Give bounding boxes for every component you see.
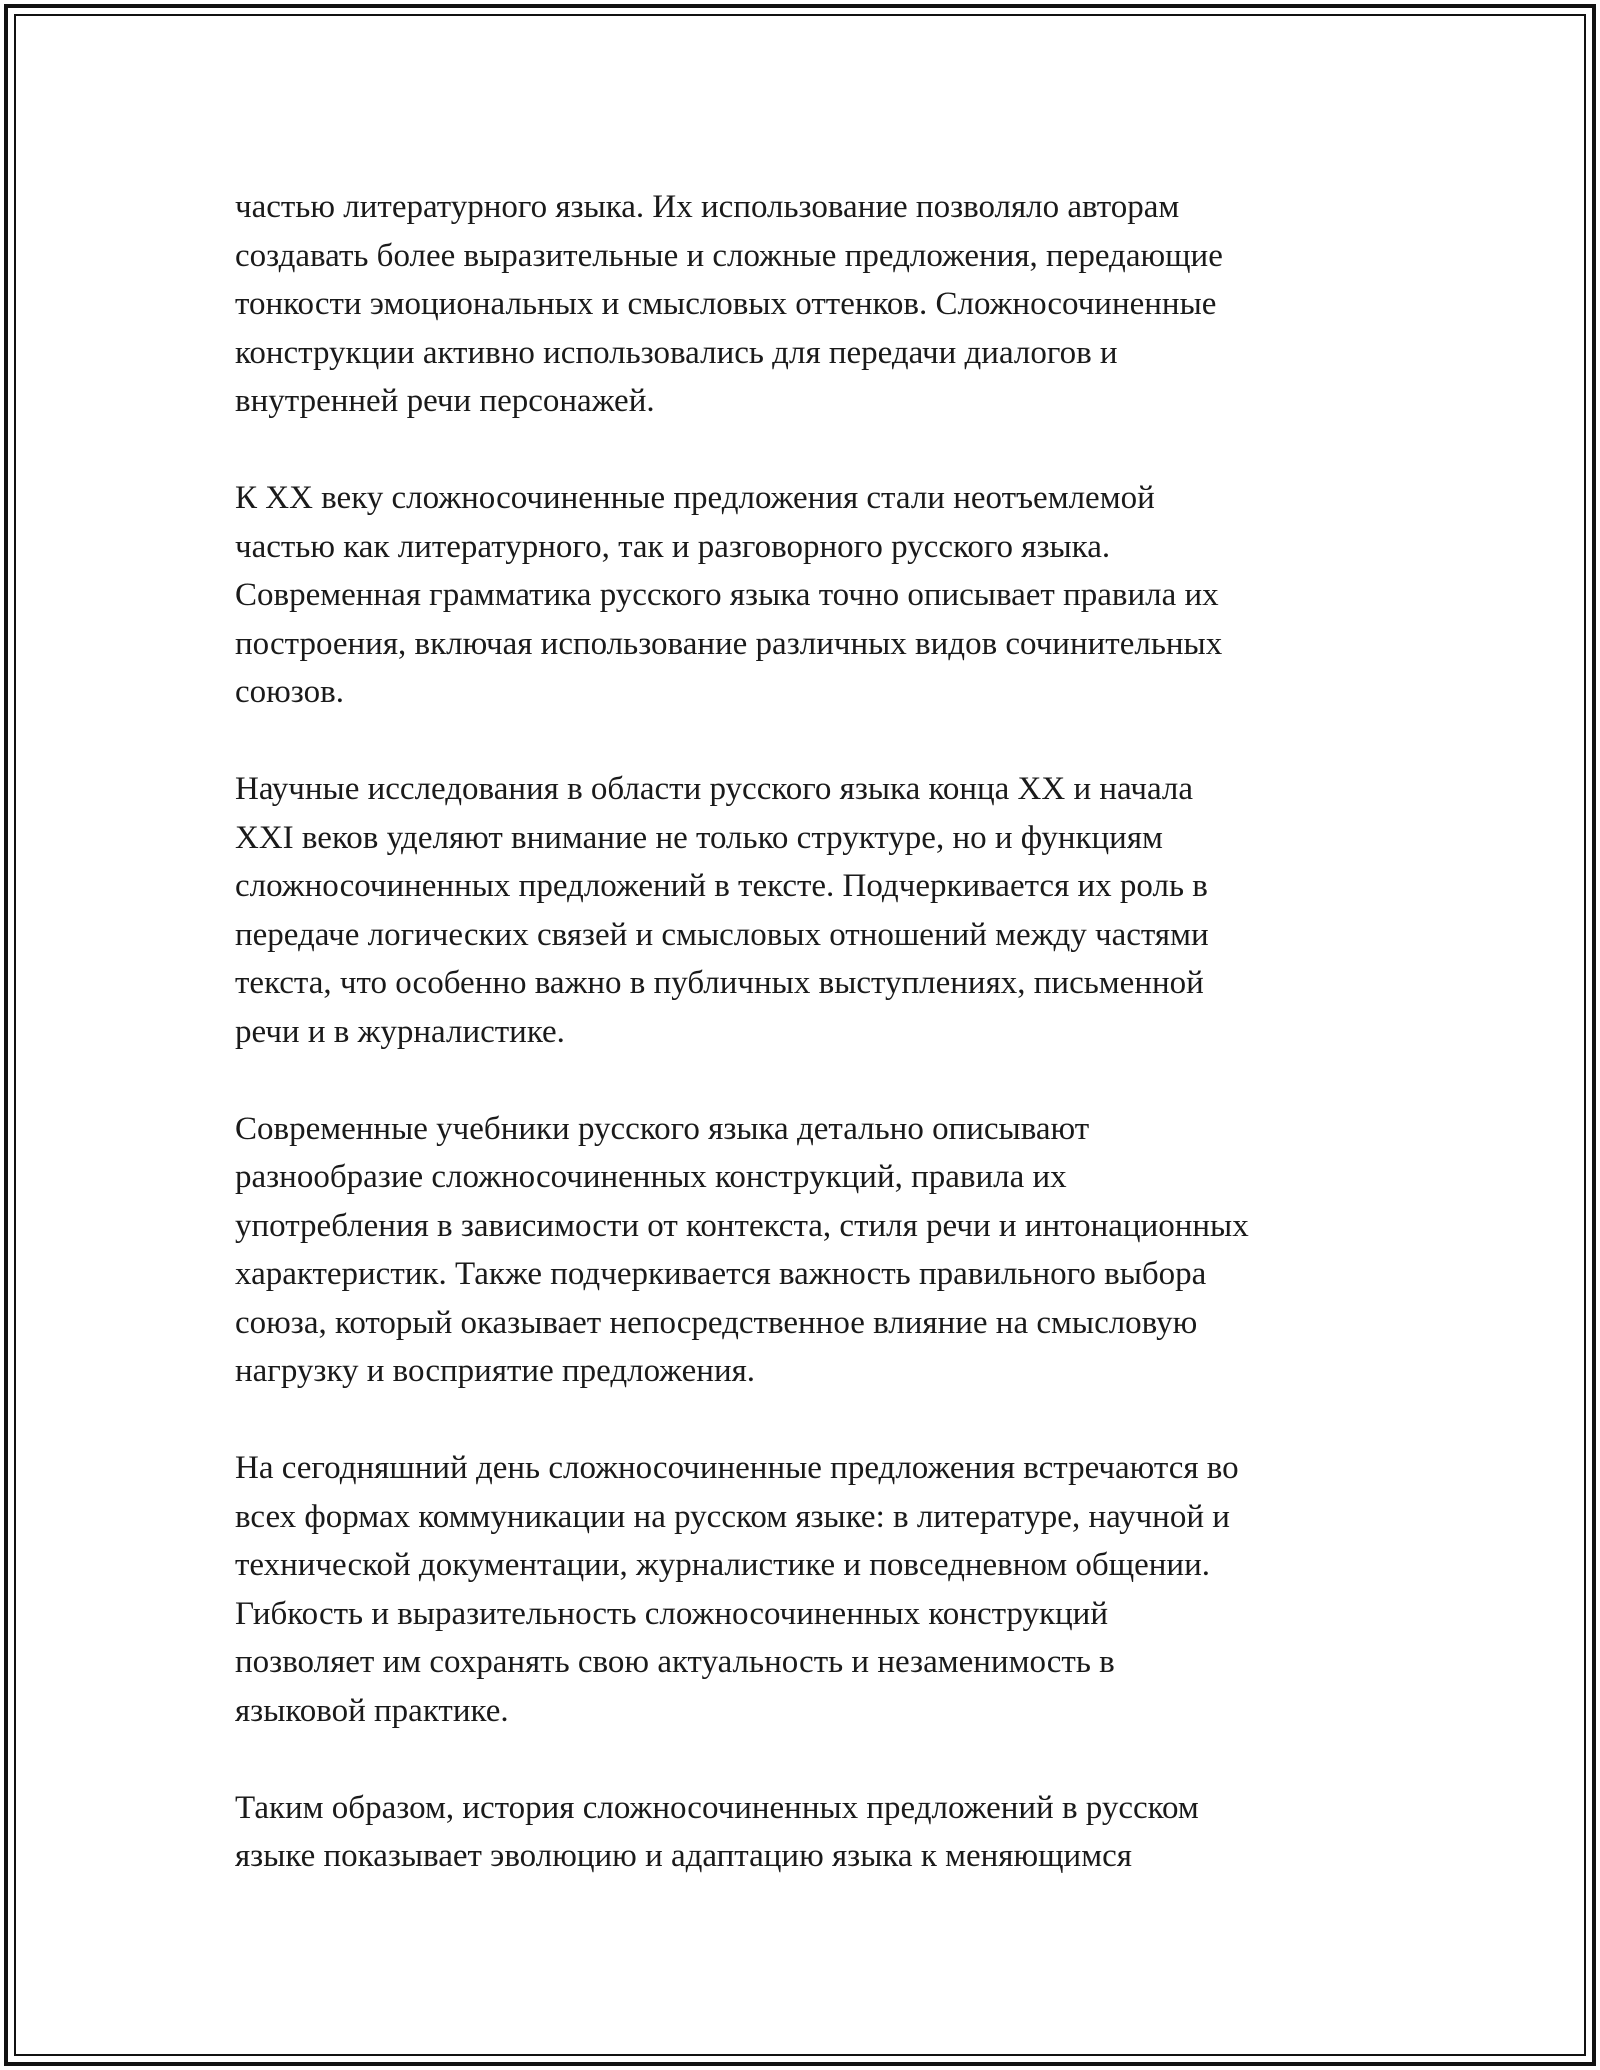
text-line: Современная грамматика русского языка точно описывает правила их (235, 577, 1219, 613)
paragraph-4 (235, 1105, 1385, 1396)
text-line: Таким образом, история сложносочиненных предложений в русском (235, 1789, 1199, 1826)
text-line: передаче логических связей и смысловых отношений между частями (235, 916, 1209, 953)
text-line: Научные исследования в области русского языка конца XX и начала (235, 771, 1194, 807)
text-line: союза, который оказывает непосредственное влияние на смысловую (235, 1304, 1198, 1341)
paragraph-2 (235, 474, 1385, 717)
text-line: союзов. (235, 674, 344, 710)
text-line: Гибкость и выразительность сложносочиненных конструкций (235, 1595, 1109, 1632)
text-line: тонкости эмоциональных и смысловых оттенков. Сложносочиненные (235, 286, 1217, 322)
paragraph-3 (235, 765, 1385, 1056)
text-line: На сегодняшний день сложносочиненные предложения встречаются во (235, 1450, 1239, 1486)
text-line: речи и в журналистике. (235, 1013, 565, 1050)
text-line: внутренней речи персонажей. (235, 383, 655, 419)
text-line: XXI веков уделяют внимание не только структуре, но и функциям (235, 819, 1163, 856)
text-line: языковой практике. (235, 1692, 509, 1729)
text-line: разнообразие сложносочиненных конструкций, правила их (235, 1159, 1067, 1195)
page-body (235, 183, 1385, 1929)
text-line: конструкции активно использовались для передачи диалогов и (235, 334, 1118, 371)
paragraph-1 (235, 183, 1385, 426)
text-line: позволяет им сохранять свою актуальность и незаменимость в (235, 1644, 1115, 1680)
text-line: языке показывает эволюцию и адаптацию языка к меняющимся (235, 1838, 1132, 1874)
text-line: создавать более выразительные и сложные предложения, передающие (235, 237, 1223, 274)
text-line: Современные учебники русского языка детально описывают (235, 1110, 1090, 1147)
text-line: частью литературного языка. Их использование позволяло авторам (235, 189, 1180, 225)
text-line: всех формах коммуникации на русском языке: в литературе, научной и (235, 1498, 1230, 1535)
text-line: нагрузку и восприятие предложения. (235, 1353, 756, 1389)
text-line: текста, что особенно важно в публичных выступлениях, письменной (235, 965, 1204, 1001)
text-line: частью как литературного, так и разговорного русского языка. (235, 528, 1111, 565)
text-line: характеристик. Также подчеркивается важность правильного выбора (235, 1256, 1207, 1292)
text-line: технической документации, журналистике и повседневном общении. (235, 1547, 1210, 1583)
paragraph-5 (235, 1444, 1385, 1735)
text-line: сложносочиненных предложений в тексте. Подчеркивается их роль в (235, 868, 1208, 904)
text-line: употребления в зависимости от контекста, стиля речи и интонационных (235, 1207, 1249, 1244)
paragraph-6 (235, 1784, 1385, 1881)
text-line: построения, включая использование различных видов сочинительных (235, 625, 1223, 662)
text-line: К XX веку сложносочиненные предложения стали неотъемлемой (235, 480, 1155, 516)
